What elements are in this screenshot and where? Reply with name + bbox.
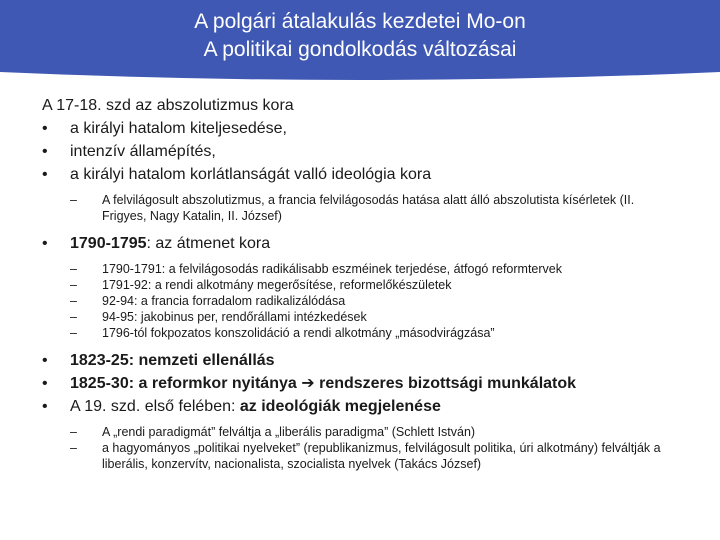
title-banner — [0, 0, 720, 82]
slide-content — [42, 94, 682, 472]
bullet-item: • a királyi hatalom kiteljesedése, — [42, 117, 682, 140]
period-years: 1790-1795 — [70, 235, 147, 252]
bullet-item: • a királyi hatalom korlátlanságát valló ideológia kora — [42, 163, 682, 186]
bullet-list-1 — [42, 117, 682, 186]
sub-list-1 — [42, 192, 682, 224]
bullet-list-3 — [42, 349, 682, 418]
sub-list-3 — [42, 424, 682, 472]
sub-item: – A „rendi paradigmát” felváltja a „liberális paradigma” (Schlett István) — [70, 424, 682, 440]
title-line-1: A polgári átalakulás kezdetei Mo-on — [194, 10, 526, 33]
slide-title — [0, 8, 720, 64]
sub-item: – 1796-tól fokpozatos konszolidáció a rendi alkotmány „másodvirágzása” — [70, 325, 682, 341]
intro-line: A 17-18. szd az abszolutizmus kora — [42, 97, 294, 114]
sub-item: – 94-95: jakobinus per, rendőrállami intézkedések — [70, 309, 682, 325]
sub-item: – 1790-1791: a felvilágosodás radikálisabb eszméinek terjedése, átfogó reformtervek — [70, 261, 682, 277]
bullet-item-1823 — [42, 349, 682, 372]
period-label: : az átmenet kora — [146, 235, 271, 252]
sub-item: – A felvilágosult abszolutizmus, a francia felvilágosodás hatása alatt álló abszolutista kísérletek (II. Frigyes, Nagy Katalin, II. József) — [70, 192, 682, 224]
sub-item: – 1791-92: a rendi alkotmány megerősítése, reformelőkészületek — [70, 277, 682, 293]
bullet-list-2 — [42, 232, 682, 255]
sub-item: – a hagyományos „politikai nyelveket” (republikanizmus, felvilágosult politika, úri alkotmány) felváltják a liberális, konzervítv, nacionalista, szocialista nyelvek (Takács József) — [70, 440, 682, 472]
item-1825-part1: 1825-30: a reformkor nyitánya — [70, 375, 297, 392]
item-19-prefix: A 19. szd. első felében: — [70, 398, 240, 415]
bullet-item-19 — [42, 395, 682, 418]
item-1825-part2: rendszeres bizottsági munkálatok — [314, 375, 577, 392]
bullet-item-1825 — [42, 372, 682, 395]
right-arrow-icon: ➔ — [301, 375, 315, 392]
sub-list-2 — [42, 261, 682, 341]
item-19-bold: az ideológiák megjelenése — [239, 398, 441, 415]
item-1823-text: 1823-25: nemzeti ellenállás — [70, 352, 275, 369]
bullet-item-period — [42, 232, 682, 255]
sub-item: – 92-94: a francia forradalom radikalizálódása — [70, 293, 682, 309]
title-line-2: A politikai gondolkodás változásai — [203, 38, 517, 61]
bullet-item: • intenzív államépítés, — [42, 140, 682, 163]
